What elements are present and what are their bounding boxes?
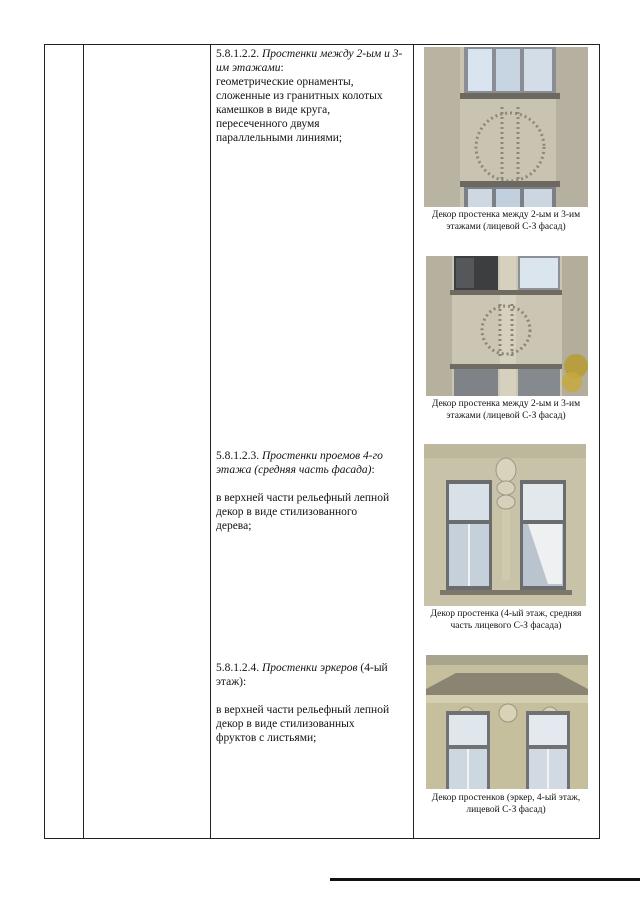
section-title-suffix: : <box>280 62 284 74</box>
caption-line: Декор простенка (4-ый этаж, средняя <box>430 609 582 619</box>
section-text-2 <box>216 449 410 533</box>
photo-caption-1 <box>410 209 602 233</box>
facade-photo-3 <box>424 444 586 606</box>
section-text-3 <box>216 661 410 745</box>
section-heading <box>216 47 410 75</box>
body-line: сложенные из гранитных колотых <box>216 90 383 102</box>
caption-line: этажами (лицевой С-З фасад) <box>446 411 566 421</box>
caption-line: лицевой С-З фасад) <box>466 805 546 815</box>
body-line: параллельными линиями; <box>216 132 343 144</box>
section-title: Простенки между 2-ым и 3-им этажами <box>216 48 403 74</box>
section-title-suffix: : <box>371 464 375 476</box>
table-bottom-border <box>44 838 600 839</box>
photo-caption-2 <box>410 398 602 422</box>
facade-photo-4 <box>426 655 588 789</box>
caption-line: Декор простенка между 2-ым и 3-им <box>431 399 581 409</box>
table-col-border-4 <box>413 44 414 839</box>
caption-line: этажами (лицевой С-З фасад) <box>446 222 566 232</box>
body-line: пересеченного двумя <box>216 118 320 130</box>
section-number: 5.8.1.2.2. <box>216 48 260 60</box>
body-line: камешков в виде круга, <box>216 104 331 116</box>
section-title: Простенки эркеров <box>262 662 358 674</box>
section-number: 5.8.1.2.4. <box>216 662 260 674</box>
scan-artifact-line <box>330 878 640 881</box>
body-line: в верхней части рельефный лепной <box>216 492 390 504</box>
table-col-border-5 <box>599 44 600 839</box>
table-col-border-1 <box>44 44 45 839</box>
section-title: Простенки проемов 4-го этажа (средняя часть фасада) <box>216 450 383 476</box>
facade-photo-2 <box>426 256 588 396</box>
table-col-border-2 <box>83 44 84 839</box>
body-line: декор в виде стилизованного <box>216 506 358 518</box>
caption-line: Декор простенков (эркер, 4-ый этаж, <box>431 793 581 803</box>
section-text-1 <box>216 47 410 145</box>
body-line: геометрические орнаменты, <box>216 76 354 88</box>
section-heading <box>216 661 410 689</box>
section-number: 5.8.1.2.3. <box>216 450 260 462</box>
body-line: фруктов с листьями; <box>216 732 317 744</box>
body-line: дерева; <box>216 520 252 532</box>
section-heading <box>216 449 410 477</box>
body-line: в верхней части рельефный лепной <box>216 704 390 716</box>
body-line: декор в виде стилизованных <box>216 718 355 730</box>
caption-line: часть лицевого С-З фасада) <box>450 621 562 631</box>
photo-caption-3 <box>410 608 602 632</box>
table-top-border <box>44 44 600 45</box>
caption-line: Декор простенка между 2-ым и 3-им <box>431 210 581 220</box>
section-title-suffix: (4-ый этаж): <box>216 662 388 688</box>
table-col-border-3 <box>210 44 211 839</box>
photo-caption-4 <box>410 792 602 816</box>
facade-photo-1 <box>424 47 588 207</box>
